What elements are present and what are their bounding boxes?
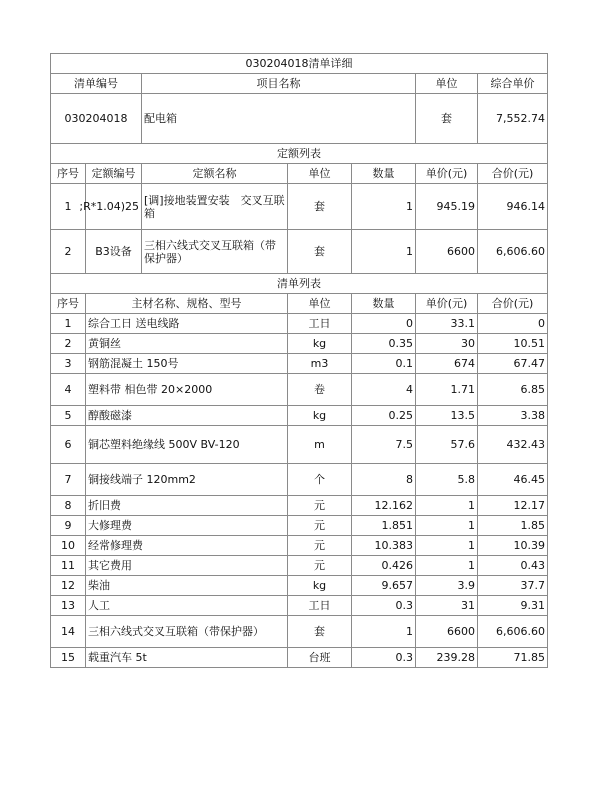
material-name: 柴油 xyxy=(86,576,288,596)
header-price: 综合单价 xyxy=(478,74,548,94)
material-seq: 5 xyxy=(51,406,86,426)
material-qty: 0 xyxy=(352,314,416,334)
material-unit: kg xyxy=(288,576,352,596)
material-name: 塑料带 相色带 20×2000 xyxy=(86,374,288,406)
material-qty: 8 xyxy=(352,464,416,496)
material-row xyxy=(51,334,548,354)
quota-total: 946.14 xyxy=(478,184,548,230)
material-total: 3.38 xyxy=(478,406,548,426)
material-unit-price: 33.1 xyxy=(416,314,478,334)
quota-row xyxy=(51,230,548,274)
material-row xyxy=(51,464,548,496)
quota-name: [调]接地装置安装 交叉互联箱 xyxy=(142,184,288,230)
material-qty: 7.5 xyxy=(352,426,416,464)
material-unit: 个 xyxy=(288,464,352,496)
material-total: 0.43 xyxy=(478,556,548,576)
material-total: 71.85 xyxy=(478,648,548,668)
material-section-row xyxy=(51,274,548,294)
quota-code: B3设备 xyxy=(86,230,142,274)
material-unit-price: 5.8 xyxy=(416,464,478,496)
quota-unit: 套 xyxy=(288,184,352,230)
material-total: 37.7 xyxy=(478,576,548,596)
material-name: 三相六线式交叉互联箱（带保护器） xyxy=(86,616,288,648)
item-price: 7,552.74 xyxy=(478,94,548,144)
material-seq: 3 xyxy=(51,354,86,374)
material-seq: 9 xyxy=(51,516,86,536)
bill-detail-table xyxy=(50,53,548,668)
quota-header-row xyxy=(51,164,548,184)
quota-unit-price: 945.19 xyxy=(416,184,478,230)
item-name: 配电箱 xyxy=(142,94,416,144)
quota-header-qty: 数量 xyxy=(352,164,416,184)
material-unit: 元 xyxy=(288,516,352,536)
material-unit-price: 1 xyxy=(416,516,478,536)
material-row xyxy=(51,576,548,596)
material-total: 1.85 xyxy=(478,516,548,536)
quota-header-name: 定额名称 xyxy=(142,164,288,184)
material-seq: 12 xyxy=(51,576,86,596)
material-total: 10.39 xyxy=(478,536,548,556)
material-unit-price: 57.6 xyxy=(416,426,478,464)
material-qty: 1 xyxy=(352,616,416,648)
material-unit: m3 xyxy=(288,354,352,374)
material-name: 铜芯塑料绝缘线 500V BV-120 xyxy=(86,426,288,464)
material-name: 醇酸磁漆 xyxy=(86,406,288,426)
material-seq: 7 xyxy=(51,464,86,496)
material-row xyxy=(51,374,548,406)
material-name: 其它费用 xyxy=(86,556,288,576)
material-seq: 14 xyxy=(51,616,86,648)
material-total: 6,606.60 xyxy=(478,616,548,648)
item-unit: 套 xyxy=(416,94,478,144)
material-row xyxy=(51,406,548,426)
material-unit: 元 xyxy=(288,556,352,576)
material-row xyxy=(51,426,548,464)
material-header-unit-price: 单价(元) xyxy=(416,294,478,314)
quota-unit-price: 6600 xyxy=(416,230,478,274)
material-total: 0 xyxy=(478,314,548,334)
material-name: 综合工日 送电线路 xyxy=(86,314,288,334)
material-row xyxy=(51,516,548,536)
material-name: 黄铜丝 xyxy=(86,334,288,354)
quota-header-unit-price: 单价(元) xyxy=(416,164,478,184)
material-header-unit: 单位 xyxy=(288,294,352,314)
material-qty: 9.657 xyxy=(352,576,416,596)
material-unit: 套 xyxy=(288,616,352,648)
quota-header-total: 合价(元) xyxy=(478,164,548,184)
material-seq: 13 xyxy=(51,596,86,616)
material-unit: kg xyxy=(288,406,352,426)
material-qty: 0.1 xyxy=(352,354,416,374)
material-unit-price: 13.5 xyxy=(416,406,478,426)
material-qty: 0.3 xyxy=(352,596,416,616)
material-header-qty: 数量 xyxy=(352,294,416,314)
header-name: 项目名称 xyxy=(142,74,416,94)
material-unit: 工日 xyxy=(288,314,352,334)
material-unit-price: 1 xyxy=(416,496,478,516)
material-unit-price: 6600 xyxy=(416,616,478,648)
material-total: 432.43 xyxy=(478,426,548,464)
material-qty: 4 xyxy=(352,374,416,406)
material-qty: 12.162 xyxy=(352,496,416,516)
quota-qty: 1 xyxy=(352,230,416,274)
material-unit: 工日 xyxy=(288,596,352,616)
header-row xyxy=(51,74,548,94)
material-qty: 0.3 xyxy=(352,648,416,668)
material-qty: 1.851 xyxy=(352,516,416,536)
material-unit-price: 3.9 xyxy=(416,576,478,596)
material-name: 载重汽车 5t xyxy=(86,648,288,668)
quota-seq: 1 xyxy=(51,184,86,230)
material-qty: 0.426 xyxy=(352,556,416,576)
material-header-name: 主材名称、规格、型号 xyxy=(86,294,288,314)
material-seq: 11 xyxy=(51,556,86,576)
material-seq: 2 xyxy=(51,334,86,354)
quota-seq: 2 xyxy=(51,230,86,274)
material-row xyxy=(51,496,548,516)
material-qty: 10.383 xyxy=(352,536,416,556)
material-name: 人工 xyxy=(86,596,288,616)
material-row xyxy=(51,314,548,334)
material-total: 9.31 xyxy=(478,596,548,616)
header-unit: 单位 xyxy=(416,74,478,94)
quota-unit: 套 xyxy=(288,230,352,274)
quota-total: 6,606.60 xyxy=(478,230,548,274)
material-unit: 台班 xyxy=(288,648,352,668)
material-unit-price: 1 xyxy=(416,556,478,576)
material-unit-price: 674 xyxy=(416,354,478,374)
material-unit: kg xyxy=(288,334,352,354)
title-row xyxy=(51,54,548,74)
material-seq: 15 xyxy=(51,648,86,668)
material-unit-price: 239.28 xyxy=(416,648,478,668)
material-seq: 8 xyxy=(51,496,86,516)
material-unit: 元 xyxy=(288,496,352,516)
material-total: 46.45 xyxy=(478,464,548,496)
material-header-row xyxy=(51,294,548,314)
header-code: 清单编号 xyxy=(51,74,142,94)
material-seq: 1 xyxy=(51,314,86,334)
material-name: 大修理费 xyxy=(86,516,288,536)
material-name: 经常修理费 xyxy=(86,536,288,556)
quota-name: 三相六线式交叉互联箱（带保护器） xyxy=(142,230,288,274)
quota-section-row xyxy=(51,144,548,164)
material-unit-price: 30 xyxy=(416,334,478,354)
material-section-title: 清单列表 xyxy=(51,274,548,294)
material-row xyxy=(51,556,548,576)
material-row xyxy=(51,596,548,616)
item-row xyxy=(51,94,548,144)
material-row xyxy=(51,536,548,556)
material-row xyxy=(51,616,548,648)
item-code: 030204018 xyxy=(51,94,142,144)
quota-qty: 1 xyxy=(352,184,416,230)
material-header-total: 合价(元) xyxy=(478,294,548,314)
material-total: 6.85 xyxy=(478,374,548,406)
material-name: 钢筋混凝土 150号 xyxy=(86,354,288,374)
page-title: 030204018清单详细 xyxy=(51,54,548,74)
material-seq: 10 xyxy=(51,536,86,556)
material-qty: 0.25 xyxy=(352,406,416,426)
material-row xyxy=(51,354,548,374)
material-row xyxy=(51,648,548,668)
material-seq: 4 xyxy=(51,374,86,406)
material-total: 10.51 xyxy=(478,334,548,354)
material-unit-price: 1 xyxy=(416,536,478,556)
quota-header-unit: 单位 xyxy=(288,164,352,184)
quota-header-code: 定额编号 xyxy=(86,164,142,184)
material-total: 67.47 xyxy=(478,354,548,374)
material-qty: 0.35 xyxy=(352,334,416,354)
material-name: 铜接线端子 120mm2 xyxy=(86,464,288,496)
quota-code: 25(R*1.04; xyxy=(86,184,142,230)
material-unit-price: 31 xyxy=(416,596,478,616)
material-seq: 6 xyxy=(51,426,86,464)
material-name: 折旧费 xyxy=(86,496,288,516)
material-unit: 卷 xyxy=(288,374,352,406)
material-header-seq: 序号 xyxy=(51,294,86,314)
material-unit: 元 xyxy=(288,536,352,556)
material-total: 12.17 xyxy=(478,496,548,516)
material-unit-price: 1.71 xyxy=(416,374,478,406)
quota-row xyxy=(51,184,548,230)
material-unit: m xyxy=(288,426,352,464)
quota-header-seq: 序号 xyxy=(51,164,86,184)
quota-section-title: 定额列表 xyxy=(51,144,548,164)
